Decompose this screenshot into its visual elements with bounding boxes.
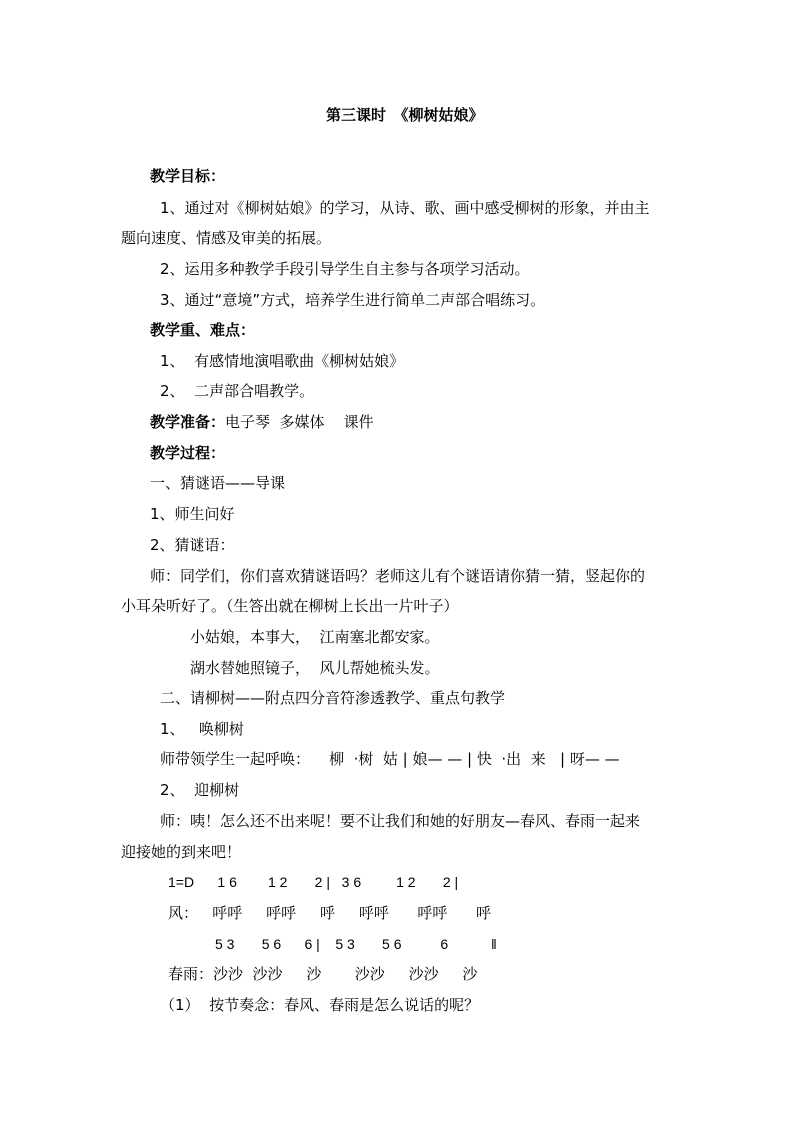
score-line-1: 1=D 1 6 1 2 2 | 3 6 1 2 2 | bbox=[168, 874, 459, 890]
call-rhythm: 师带领学生一起呼唤： 柳 ·树 姑 | 娘— — | 快 ·出 来 | 呀— — bbox=[160, 750, 620, 768]
section-2-item-2: 2、 迎柳树 bbox=[160, 781, 240, 799]
riddle-line-1: 小姑娘，本事大， 江南塞北都安家。 bbox=[190, 628, 440, 646]
page-title: 第三课时 《柳树姑娘》 bbox=[326, 106, 484, 124]
teacher-speech-1-line-1: 师：同学们，你们喜欢猜谜语吗？老师这儿有个谜语请你猜一猜，竖起你的 bbox=[150, 567, 646, 585]
riddle-line-2: 湖水替她照镜子， 风儿帮她梳头发。 bbox=[190, 659, 440, 677]
prep-text: 电子琴 多媒体 课件 bbox=[225, 413, 374, 431]
section-1-item-2: 2、猜谜语： bbox=[150, 536, 235, 554]
key-heading: 教学重、难点： bbox=[150, 321, 256, 339]
section-2: 二、请柳树——附点四分音符渗透教学、重点句教学 bbox=[160, 689, 506, 707]
teacher-speech-2-line-1: 师：咦！怎么还不出来呢！要不让我们和她的好朋友—春风、春雨一起来 bbox=[160, 812, 641, 830]
section-2-item-1: 1、 唤柳树 bbox=[160, 720, 244, 738]
goals-heading: 教学目标： bbox=[150, 167, 226, 185]
section-1-item-1: 1、师生问好 bbox=[150, 505, 235, 523]
goal-3: 3、通过“意境”方式，培养学生进行简单二声部合唱练习。 bbox=[160, 291, 546, 309]
question-1: （1） 按节奏念：春风、春雨是怎么说话的呢？ bbox=[160, 996, 480, 1014]
wind-lyrics: 风： 呼呼 呼呼 呼 呼呼 呼呼 呼 bbox=[168, 904, 492, 922]
goal-1-line-2: 题向速度、情感及审美的拓展。 bbox=[121, 229, 332, 247]
section-1: 一、猜谜语——导课 bbox=[150, 474, 286, 492]
teacher-speech-1-line-2: 小耳朵听好了。（生答出就在柳树上长出一片叶子） bbox=[121, 597, 459, 615]
key-point-2: 2、 二声部合唱教学。 bbox=[160, 382, 315, 400]
goal-1-line-1: 1、通过对《柳树姑娘》的学习，从诗、歌、画中感受柳树的形象，并由主 bbox=[160, 199, 650, 217]
key-point-1: 1、 有感情地演唱歌曲《柳树姑娘》 bbox=[160, 352, 405, 370]
process-heading: 教学过程： bbox=[150, 444, 226, 462]
rain-lyrics: 春雨：沙沙 沙沙 沙 沙沙 沙沙 沙 bbox=[168, 965, 478, 983]
teacher-speech-2-line-2: 迎接她的到来吧！ bbox=[121, 843, 242, 861]
preparation bbox=[150, 412, 374, 432]
score-line-2: 5 3 5 6 6 | 5 3 5 6 6 ‖ bbox=[215, 936, 497, 952]
prep-label: 教学准备： bbox=[150, 413, 226, 431]
goal-2: 2、运用多种教学手段引导学生自主参与各项学习活动。 bbox=[160, 260, 530, 278]
